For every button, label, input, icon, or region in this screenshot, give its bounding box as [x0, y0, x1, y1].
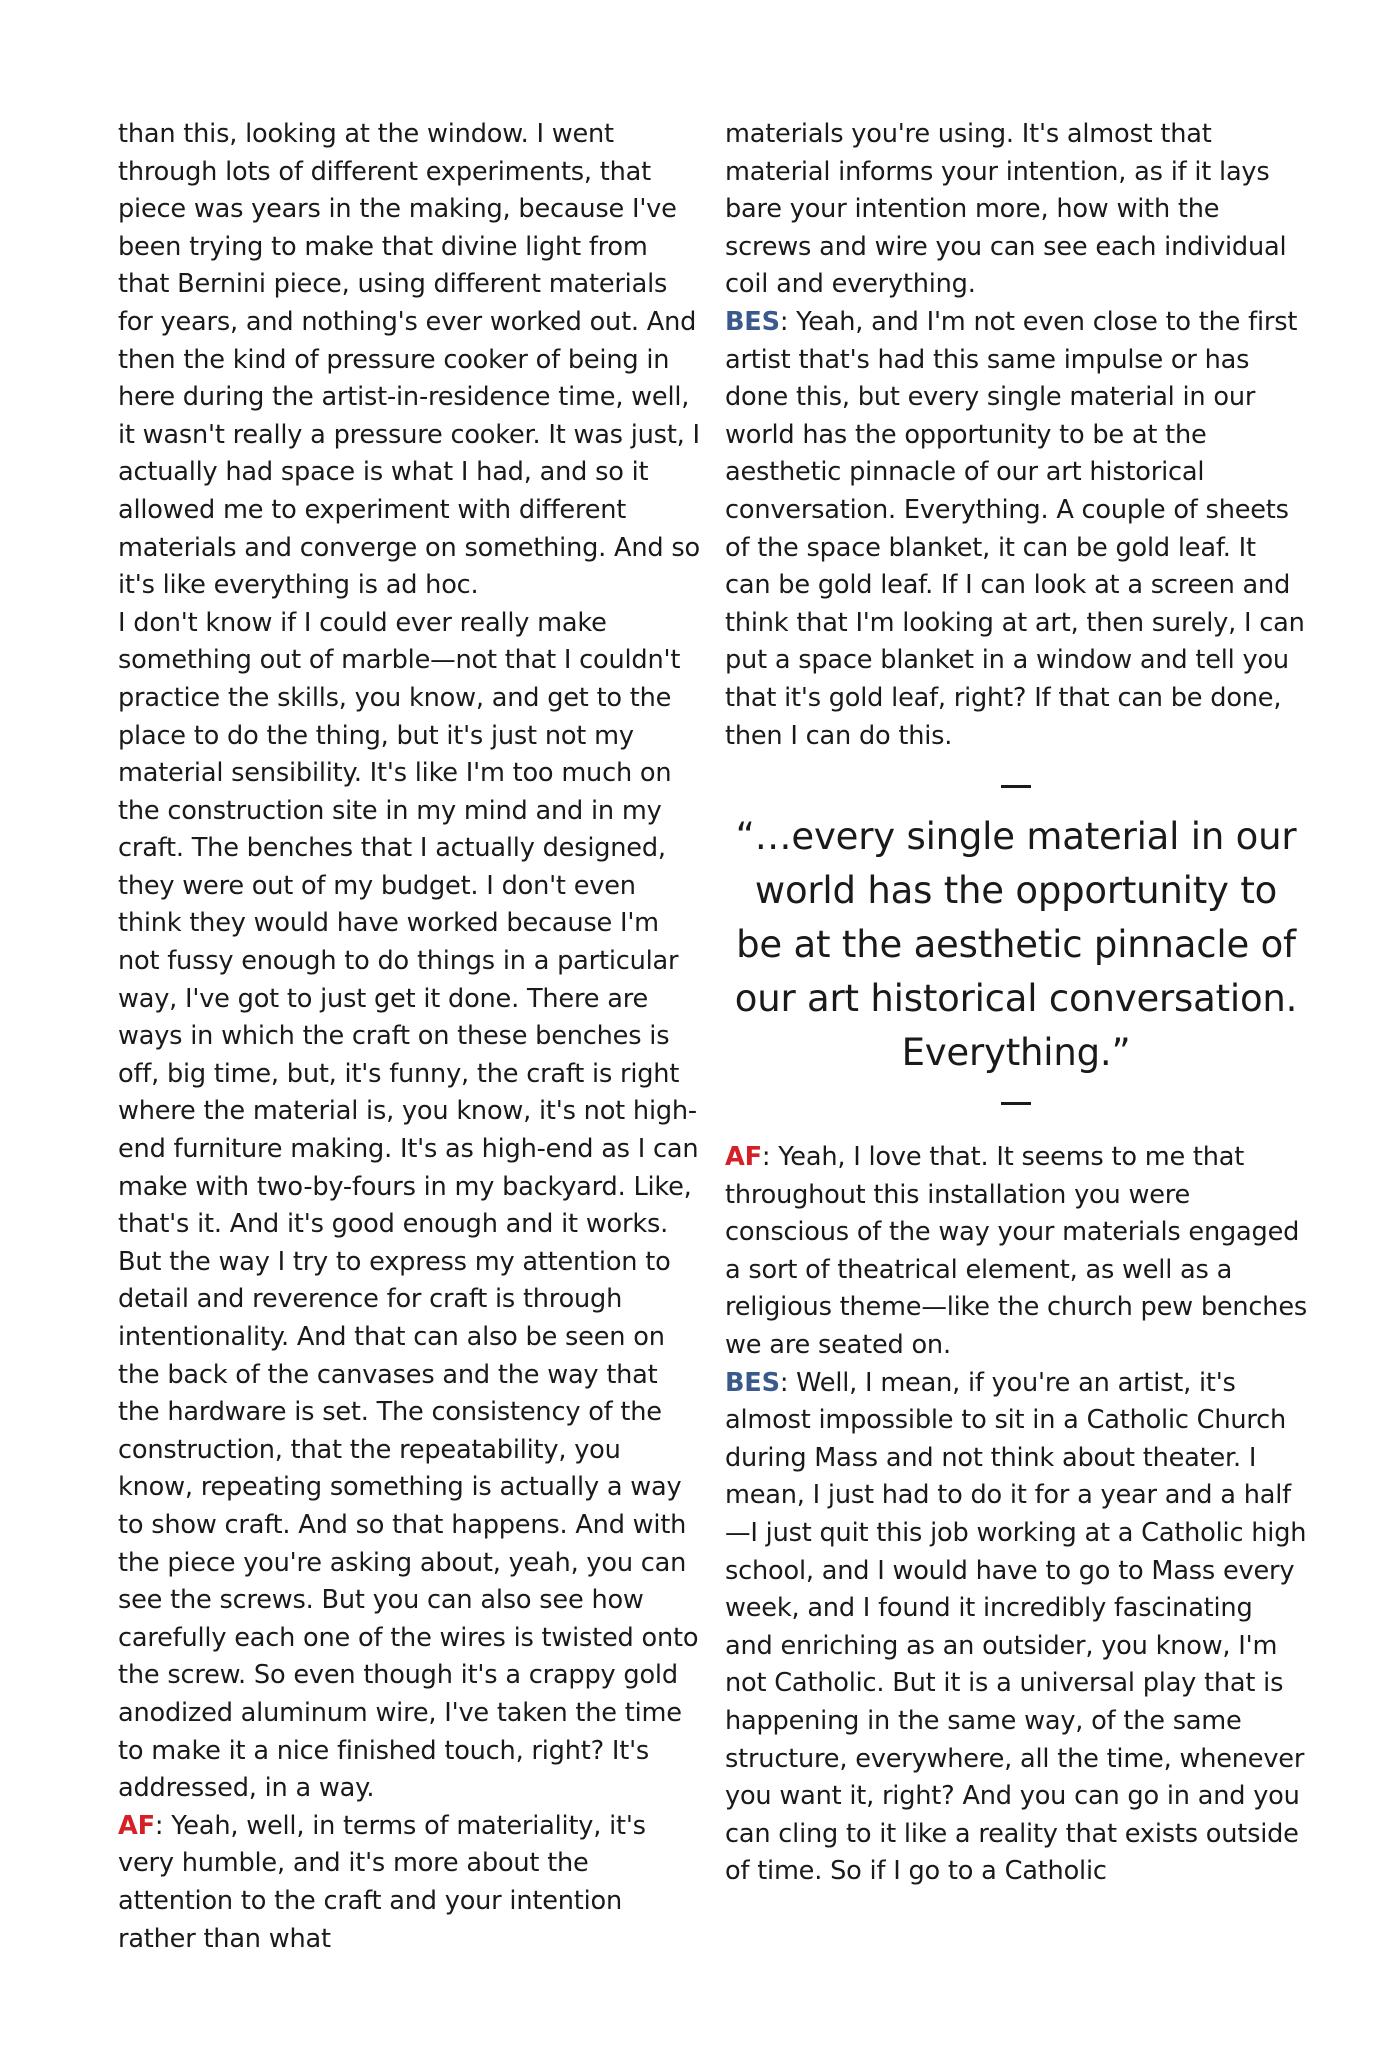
paragraph-text: materials you're using. It's almost that material informs your intention, as if it lays bare your intention more, how with the screws and wire you can see each individual coil and everything. [725, 119, 1287, 300]
quote-divider [1001, 1102, 1031, 1105]
quote-divider [1001, 785, 1031, 788]
paragraph-text: : Well, I mean, if you're an artist, it's almost impossible to sit in a Catholic Church during Mass and not think about theater. I mean, I just had to do it for a year and a half—I just quit this job working at a Catholic high school, and I would have to go to Mass every week, and I found it incredibly fascinating and enriching as an outsider, you know, I'm not Catholic. But it is a universal play that is happening in the same way, of the same structure, everywhere, all the time, whenever you want it, right? And you can go in and you can cling to it like a reality that exists outside of time. So if I go to a Catholic [725, 1367, 1307, 1887]
paragraph-text: : Yeah, well, in terms of materiality, it's very humble, and it's more about the attention to the craft and your intention rather than what [118, 1810, 646, 1954]
paragraph-text: than this, looking at the window. I went through lots of different experiments, that piece was years in the making, because I've been trying to make that divine light from that Bernini piece, using different materials for years, and nothing's ever worked out. And then the kind of pressure cooker of being in here during the artist-in-residence time, well, it wasn't really a pressure cooker. It was just, I actually had space is what I had, and so it allowed me to experiment with different materials and converge on something. And so it's like everything is ad hoc. [118, 119, 700, 601]
body-paragraph [118, 605, 700, 1808]
speaker-label: BES [725, 306, 780, 337]
paragraph-text: : Yeah, I love that. It seems to me that throughout this installation you were conscious of the way your materials engaged a sort of theatrical element, as well as a religious theme—like the church pew benches we are seated on. [725, 1142, 1308, 1361]
speaker-label: BES [725, 1367, 780, 1398]
pull-quote: “…every single material in our world has the opportunity to be at the aesthetic pinnacle of our art historical conversation. Everything.” [734, 815, 1298, 1075]
interview-paragraph [725, 304, 1307, 755]
left-column [118, 116, 700, 1958]
pull-quote-block [725, 785, 1307, 1105]
interview-paragraph [725, 1365, 1307, 1891]
interview-paragraph [118, 1808, 700, 1958]
body-paragraph [725, 116, 1307, 304]
right-column [725, 116, 1307, 1891]
speaker-label: AF [118, 1810, 155, 1841]
speaker-label: AF [725, 1142, 762, 1173]
paragraph-text: : Yeah, and I'm not even close to the first artist that's had this same impulse or has done this, but every single material in our world has the opportunity to be at the aesthetic pinnacle of our art historical conversation. Everything. A couple of sheets of the space blanket, it can be gold leaf. It can be gold leaf. If I can look at a screen and think that I'm looking at art, then surely, I can put a space blanket in a window and tell you that it's gold leaf, right? If that can be done, then I can do this. [725, 306, 1305, 751]
body-paragraph [118, 116, 700, 605]
interview-paragraph [725, 1139, 1307, 1365]
paragraph-text: I don't know if I could ever really make something out of marble—not that I couldn't practice the skills, you know, and get to the place to do the thing, but it's just not my material sensibility. It's like I'm too much on the construction site in my mind and in my craft. The benches that I actually designed, they were out of my budget. I don't even think they would have worked because I'm not fussy enough to do things in a particular way, I've got to just get it done. There are ways in which the craft on these benches is off, big time, but, it's funny, the craft is right where the material is, you know, it's not high-end furniture making. It's as high-end as I can make with two-by-fours in my backyard. Like, that's it. And it's good enough and it works. But the way I try to express my attention to detail and reverence for craft is through intentionality. And that can also be seen on the back of the canvases and the way that the hardware is set. The consistency of the construction, that the repeatability, you know, repeating something is actually a way to show craft. And so that happens. And with the piece you're asking about, yeah, you can see the screws. But you can also see how carefully each one of the wires is twisted onto the screw. So even though it's a crappy gold anodized aluminum wire, I've taken the time to make it a nice finished touch, right? It's addressed, in a way. [118, 607, 699, 1804]
